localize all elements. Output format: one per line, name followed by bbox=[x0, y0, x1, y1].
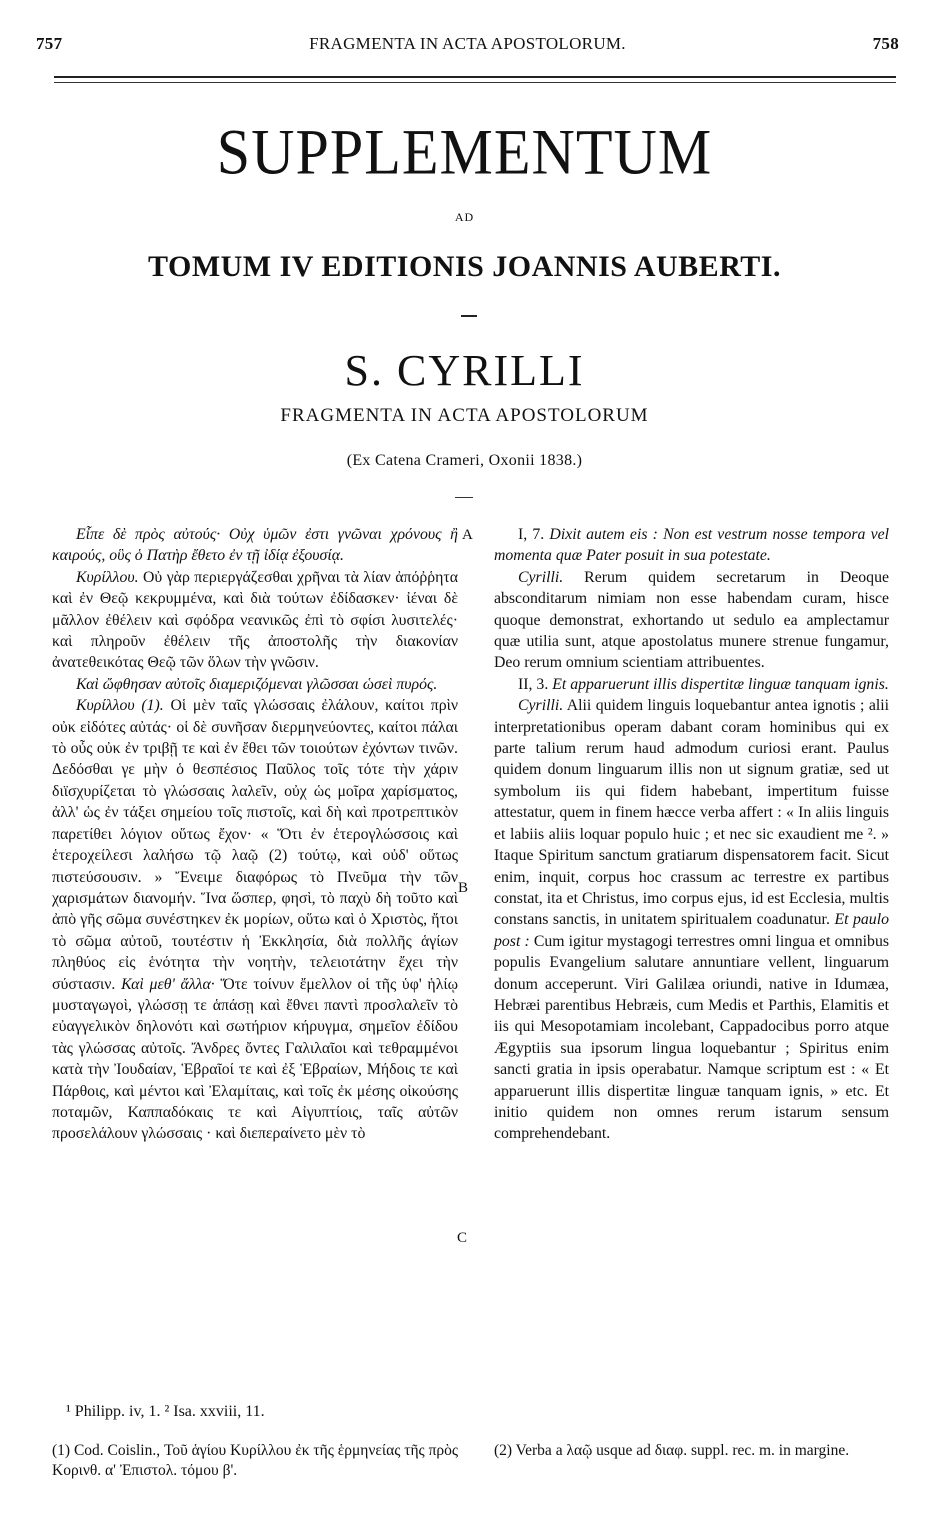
greek-column bbox=[52, 524, 458, 1145]
latin-comment-2-text2: Cum igitur mystagogi terrestres omni lingua et omnibus populis Evangelium salutare annuntiare vellent, linguarum donum acceperunt. Viri Galilæa oriundi, native in Idumæa, Hebræi parentibus Hebræis, cum Medis et Parthis, Elamitis et iis qui Mesopotamiam incolebant, Cappadocibus porro atque Ægyptiis sua ipsorum lingua loquebantur ; Spiritus enim sancti gratia in ipsis operabatur. Namque scriptum est : « Et apparuerunt illis dispertitæ linguæ tanquam ignis, » etc. Et initio quidem non omnes rerum istarum sensum comprehendebant. bbox=[494, 932, 889, 1143]
latin-lemma-1-ref: I, 7. bbox=[518, 526, 545, 543]
main-title: SUPPLEMENTUM bbox=[216, 116, 713, 188]
latin-comment-2-post: Et paulo post : bbox=[494, 911, 889, 950]
section-divider bbox=[455, 497, 473, 498]
latin-comment-2-label: Cyrilli. bbox=[518, 697, 564, 715]
greek-comment-1-text: Οὐ γὰρ περιεργάζεσθαι χρῆναι τὰ λίαν ἀπόῤῥητα καὶ ἐν Θεῷ κεκρυμμένα, καὶ διὰ τούτων ἐδίδασκεν· ἰέναι δὲ μᾶλλον ἐθέλειν καὶ σφόδρα νεανικῶς ἐπὶ τὸ σφίσι λυσιτελές· καὶ πληροῦν ἐθέλειν τῆς ἀποστολῆς τὴν διακονίαν ἀνατεθεικότας Θεῷ τῶν ὅλων τὴν γνῶσιν. bbox=[52, 568, 458, 672]
source-note: (Ex Catena Crameri, Oxonii 1838.) bbox=[346, 452, 583, 469]
latin-comment-2-text: Alii quidem linguis loquebantur antea ignotis ; alii interpretationibus operam dabant coram hominibus qui ex parte talium rerum haud admodum curiosi erant. Paulus quidem donum linguarum illis non ut signum gratiæ, sed ut symbolum iis qui fidem habebant, impertitum fuisse attestatur, quem in finem hæcce verba affert : « In aliis linguis et labiis aliis loquar populo huic ; et nec sic exaudient me ². » Itaque Spiritum sanctum gratiarum dispensatorem facit. Sicut enim, inquit, corpus hoc crassum ac terrestre ex partibus constat, ita et Christus, imo corpus ejus, id est Ecclesia, multis constans sanctis, in unitatem spiritualem coadunatur. bbox=[494, 697, 889, 929]
subtitle-tomum: TOMUM IV EDITIONIS JOANNIS AUBERTI. bbox=[148, 250, 781, 283]
latin-lemma-2 bbox=[494, 674, 889, 695]
running-header bbox=[36, 34, 899, 56]
latin-lemma-1-text: Dixit autem eis : Non est vestrum nosse tempora vel momenta quæ Pater posuit in sua potestate. bbox=[494, 526, 889, 565]
greek-lemma-2: Καὶ ὤφθησαν αὐτοῖς διαμεριζόμεναι γλῶσσαι ὡσεὶ πυρός. bbox=[76, 675, 438, 693]
latin-comment-1-label: Cyrilli. bbox=[518, 568, 564, 586]
greek-comment-1-label: Κυρίλλου. bbox=[76, 568, 139, 586]
footnote-right bbox=[494, 1441, 889, 1461]
latin-lemma-2-ref: II, 3. bbox=[518, 675, 549, 693]
author-title: S. CYRILLI bbox=[344, 346, 585, 395]
latin-comment-2 bbox=[494, 695, 889, 1145]
greek-comment-2 bbox=[52, 695, 458, 1145]
header-rule bbox=[54, 76, 896, 78]
latin-lemma-1 bbox=[494, 524, 889, 567]
footnote-right-text: (2) Verba a λαῷ usque ad διαφ. suppl. rec. m. in margine. bbox=[494, 1442, 850, 1459]
footnote-scripture: ¹ Philipp. iv, 1. ² Isa. xxviii, 11. bbox=[66, 1403, 265, 1420]
greek-comment-2-text2: Ὅτε τοίνυν ἔμελλον οἱ τῆς ὑφ' ἡλίῳ μυσταγωγοὶ, γλώσσῃ τε ἁπάσῃ καὶ ἔθνει παντὶ προσλαλεῖν τὸ εὐαγγελικὸν δηλονότι καὶ σωτήριον κήρυγμα, σημεῖον ἐδίδου τὰς γλώσσας αὐτοῖς. Ἄνδρες ὄντες Γαλιλαῖοι καὶ τεθραμμένοι κατὰ τὴν Ἰουδαίαν, Ἑβραῖοί τε καὶ ἐξ Ἑβραίων, Μήδοις τε καὶ Πάρθοις, καὶ μέντοι καὶ Ἐλαμίταις, καὶ τοῖς ἐκ μέσης οἰκούσης ποταμῶν, Καππαδόκαις τε καὶ Αἰγυπτίοις, ταῖς αὐτῶν προσελάλουν γλώσσαις · καὶ διεπεραίνετο μὲν τὸ bbox=[52, 975, 459, 1143]
latin-comment-1-text: Rerum quidem secretarum in Deoque absconditarum nimiam non esse habendam curam, hisce quoque demonstrat, exhortando ut sedulo ea amplectamur quæ utilia sunt, atque apostolatus munere strenue fungamur, Deo rerum omnium scientiam attribuentes. bbox=[494, 568, 889, 672]
greek-lemma-1: Εἶπε δὲ πρὸς αὐτούς· Οὐχ ὑμῶν ἐστι γνῶναι χρόνους ἢ καιρούς, οὓς ὁ Πατὴρ ἔθετο ἐν τῇ ἰδίᾳ ἐξουσίᾳ. bbox=[52, 526, 458, 565]
work-title: FRAGMENTA IN ACTA APOSTOLORUM bbox=[280, 405, 649, 426]
margin-marker-c: C bbox=[457, 1230, 468, 1246]
running-title: FRAGMENTA IN ACTA APOSTOLORUM. bbox=[309, 34, 626, 53]
latin-column bbox=[494, 524, 889, 1145]
greek-comment-2-text: Οἱ μὲν ταῖς γλώσσαις ἐλάλουν, καίτοι πρὶν οὐκ εἰδότες αὐτάς· οἱ δὲ συνῆσαν διερμηνεύοντες, καίτοι πάλαι τὸ οὖς οὐκ ἐν τριβῇ τε καὶ ἐν ἔθει τῶν τοιούτων ἐχόντων τινῶν. Δεδόσθαι γε μὴν ὁ θεσπέσιος Παῦλος τοῖς τότε τὴν χάριν διϊσχυρίζεται τὸ γλώσσαις λαλεῖν, οὐχ ὡς μοῖρα χαρίσματος, ἀλλ' ὡς ἐν τάξει σημείου τοῖς πιστοῖς, καὶ δὴ καὶ προτρεπτικὸν παρετίθει λόγιον οὕτως ἔχον· « Ὅτι ἐν ἑτερογλώσσοις καὶ ἑτεροχείλεσι λαλήσω τῷ λαῷ (2) τούτῳ, καὶ οὐδ' οὕτως πιστεύσουσιν. » Ἔνειμε διαφόρως τὸ Πνεῦμα τὴν τῶν χαρισμάτων διανομήν. Ἵνα ὥσπερ, φησὶ, τὸ παχὺ δὴ τοῦτο καὶ ἀπὸ γῆς σῶμα συνέστηκεν ἐκ μορίων, οὕτω καὶ ὁ Χριστὸς, ἤτοι τὸ σῶμα αὐτοῦ, τουτέστιν ἡ Ἐκκλησία, διὰ πολλῆς ἁγίων πληθύος εἰς ἑνότητα τὴν νοητὴν, τελειοτάτην ἔχει τὴν σύστασιν. bbox=[52, 697, 458, 993]
header-rule-thin bbox=[54, 82, 896, 83]
greek-comment-2-kai: Καὶ μεθ' ἄλλα· bbox=[121, 975, 215, 993]
page-number-left: 757 bbox=[36, 34, 63, 53]
latin-lemma-2-text: Et apparuerunt illis dispertitæ linguæ tanquam ignis. bbox=[552, 675, 889, 693]
footnote-left bbox=[52, 1441, 458, 1481]
title-ad: AD bbox=[454, 210, 475, 224]
title-divider bbox=[461, 315, 477, 317]
margin-marker-b: B bbox=[458, 880, 469, 896]
latin-comment-1 bbox=[494, 567, 889, 674]
page-number-right: 758 bbox=[872, 34, 899, 53]
margin-marker-a: A bbox=[462, 527, 473, 543]
greek-comment-1 bbox=[52, 567, 458, 674]
footnote-left-text: (1) Cod. Coislin., Τοῦ ἁγίου Κυρίλλου ἐκ τῆς ἑρμηνείας τῆς πρὸς Κορινθ. α' Ἐπιστολ. τόμου β'. bbox=[52, 1442, 459, 1479]
greek-comment-2-label: Κυρίλλου (1). bbox=[76, 697, 164, 715]
